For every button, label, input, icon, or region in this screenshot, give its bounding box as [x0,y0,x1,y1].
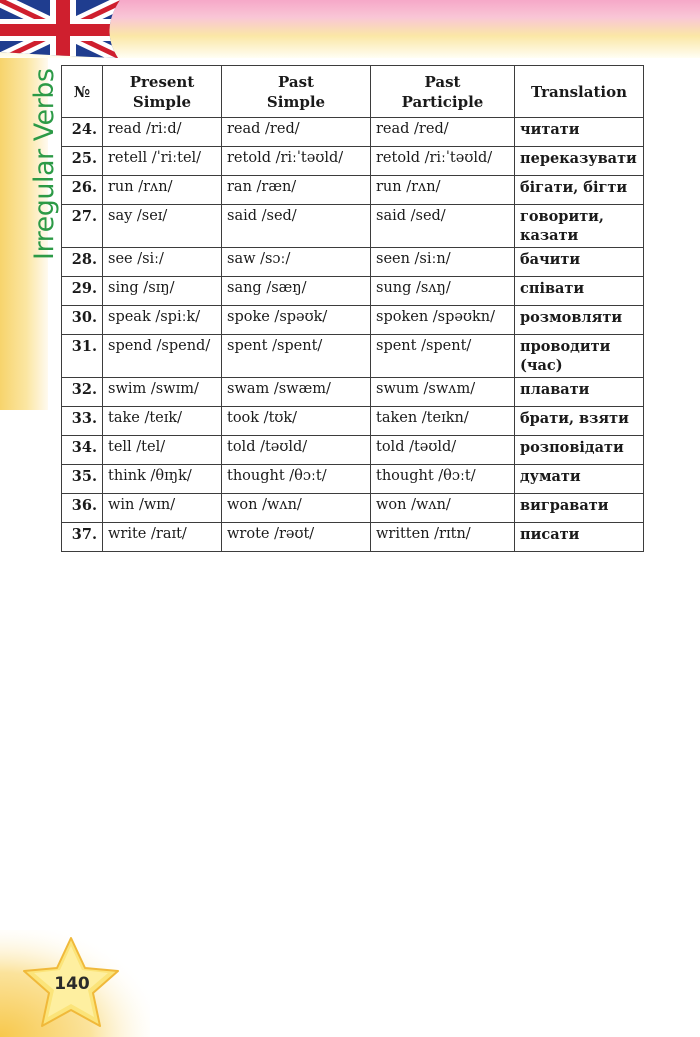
row-number: 32. [62,378,103,407]
table-row [62,465,644,494]
past-simple-cell: thought /θɔːt/ [222,465,371,494]
row-number: 27. [62,205,103,248]
past-participle-cell: taken /teɪkn/ [371,407,515,436]
row-number: 34. [62,436,103,465]
translation-cell: плавати [515,378,644,407]
row-number: 24. [62,118,103,147]
row-number: 26. [62,176,103,205]
past-participle-cell: sung /sʌŋ/ [371,277,515,306]
row-number: 31. [62,335,103,378]
present-simple-cell: sing /sɪŋ/ [103,277,222,306]
past-participle-cell: written /rɪtn/ [371,523,515,552]
translation-cell: співати [515,277,644,306]
present-simple-cell: see /siː/ [103,248,222,277]
page-number: 140 [54,974,90,994]
present-simple-cell: swim /swɪm/ [103,378,222,407]
row-number: 35. [62,465,103,494]
present-simple-cell: retell /ˈriːtel/ [103,147,222,176]
table-row [62,335,644,378]
translation-cell: брати, взяти [515,407,644,436]
row-number: 37. [62,523,103,552]
present-simple-cell: run /rʌn/ [103,176,222,205]
past-simple-cell: spoke /spəʊk/ [222,306,371,335]
past-participle-cell: won /wʌn/ [371,494,515,523]
table-row [62,306,644,335]
row-number: 29. [62,277,103,306]
present-simple-cell: read /riːd/ [103,118,222,147]
irregular-verbs-table [61,65,644,552]
past-participle-cell: swum /swʌm/ [371,378,515,407]
past-simple-cell: sang /sæŋ/ [222,277,371,306]
table-row [62,248,644,277]
past-participle-cell: retold /riːˈtəʊld/ [371,147,515,176]
past-participle-cell: spoken /spəʊkn/ [371,306,515,335]
past-simple-cell: retold /riːˈtəʊld/ [222,147,371,176]
past-participle-cell: spent /spent/ [371,335,515,378]
translation-cell: бігати, бігти [515,176,644,205]
past-simple-cell: ran /ræn/ [222,176,371,205]
present-simple-cell: take /teɪk/ [103,407,222,436]
translation-cell: читати [515,118,644,147]
past-participle-cell: told /təʊld/ [371,436,515,465]
row-number: 33. [62,407,103,436]
past-participle-cell: read /red/ [371,118,515,147]
table-row [62,523,644,552]
past-simple-cell: saw /sɔː/ [222,248,371,277]
present-simple-cell: write /raɪt/ [103,523,222,552]
translation-cell: проводити (час) [515,335,644,378]
translation-cell: вигравати [515,494,644,523]
past-simple-cell: took /tʊk/ [222,407,371,436]
table-row [62,118,644,147]
header-present-simple: Present Simple [103,66,222,118]
table-row [62,277,644,306]
past-simple-cell: said /sed/ [222,205,371,248]
row-number: 30. [62,306,103,335]
row-number: 28. [62,248,103,277]
table-row [62,147,644,176]
past-simple-cell: told /təʊld/ [222,436,371,465]
past-participle-cell: seen /siːn/ [371,248,515,277]
translation-cell: говорити, казати [515,205,644,248]
translation-cell: розмовляти [515,306,644,335]
table-row [62,407,644,436]
table-row [62,378,644,407]
present-simple-cell: say /seɪ/ [103,205,222,248]
header-past-participle: Past Participle [371,66,515,118]
past-simple-cell: won /wʌn/ [222,494,371,523]
present-simple-cell: win /wɪn/ [103,494,222,523]
past-participle-cell: run /rʌn/ [371,176,515,205]
past-participle-cell: thought /θɔːt/ [371,465,515,494]
section-title: Irregular Verbs [29,68,60,260]
translation-cell: писати [515,523,644,552]
row-number: 25. [62,147,103,176]
present-simple-cell: spend /spend/ [103,335,222,378]
past-simple-cell: swam /swæm/ [222,378,371,407]
translation-cell: думати [515,465,644,494]
header-number: № [62,66,103,118]
table-row [62,436,644,465]
header-past-simple: Past Simple [222,66,371,118]
table-row [62,205,644,248]
table-row [62,494,644,523]
header-translation: Translation [515,66,644,118]
translation-cell: розповідати [515,436,644,465]
translation-cell: переказувати [515,147,644,176]
translation-cell: бачити [515,248,644,277]
present-simple-cell: speak /spiːk/ [103,306,222,335]
past-simple-cell: read /red/ [222,118,371,147]
past-simple-cell: spent /spent/ [222,335,371,378]
row-number: 36. [62,494,103,523]
present-simple-cell: tell /tel/ [103,436,222,465]
present-simple-cell: think /θɪŋk/ [103,465,222,494]
union-jack-flag-icon [0,0,126,60]
past-participle-cell: said /sed/ [371,205,515,248]
past-simple-cell: wrote /rəʊt/ [222,523,371,552]
table-header-row [62,66,644,118]
table-row [62,176,644,205]
